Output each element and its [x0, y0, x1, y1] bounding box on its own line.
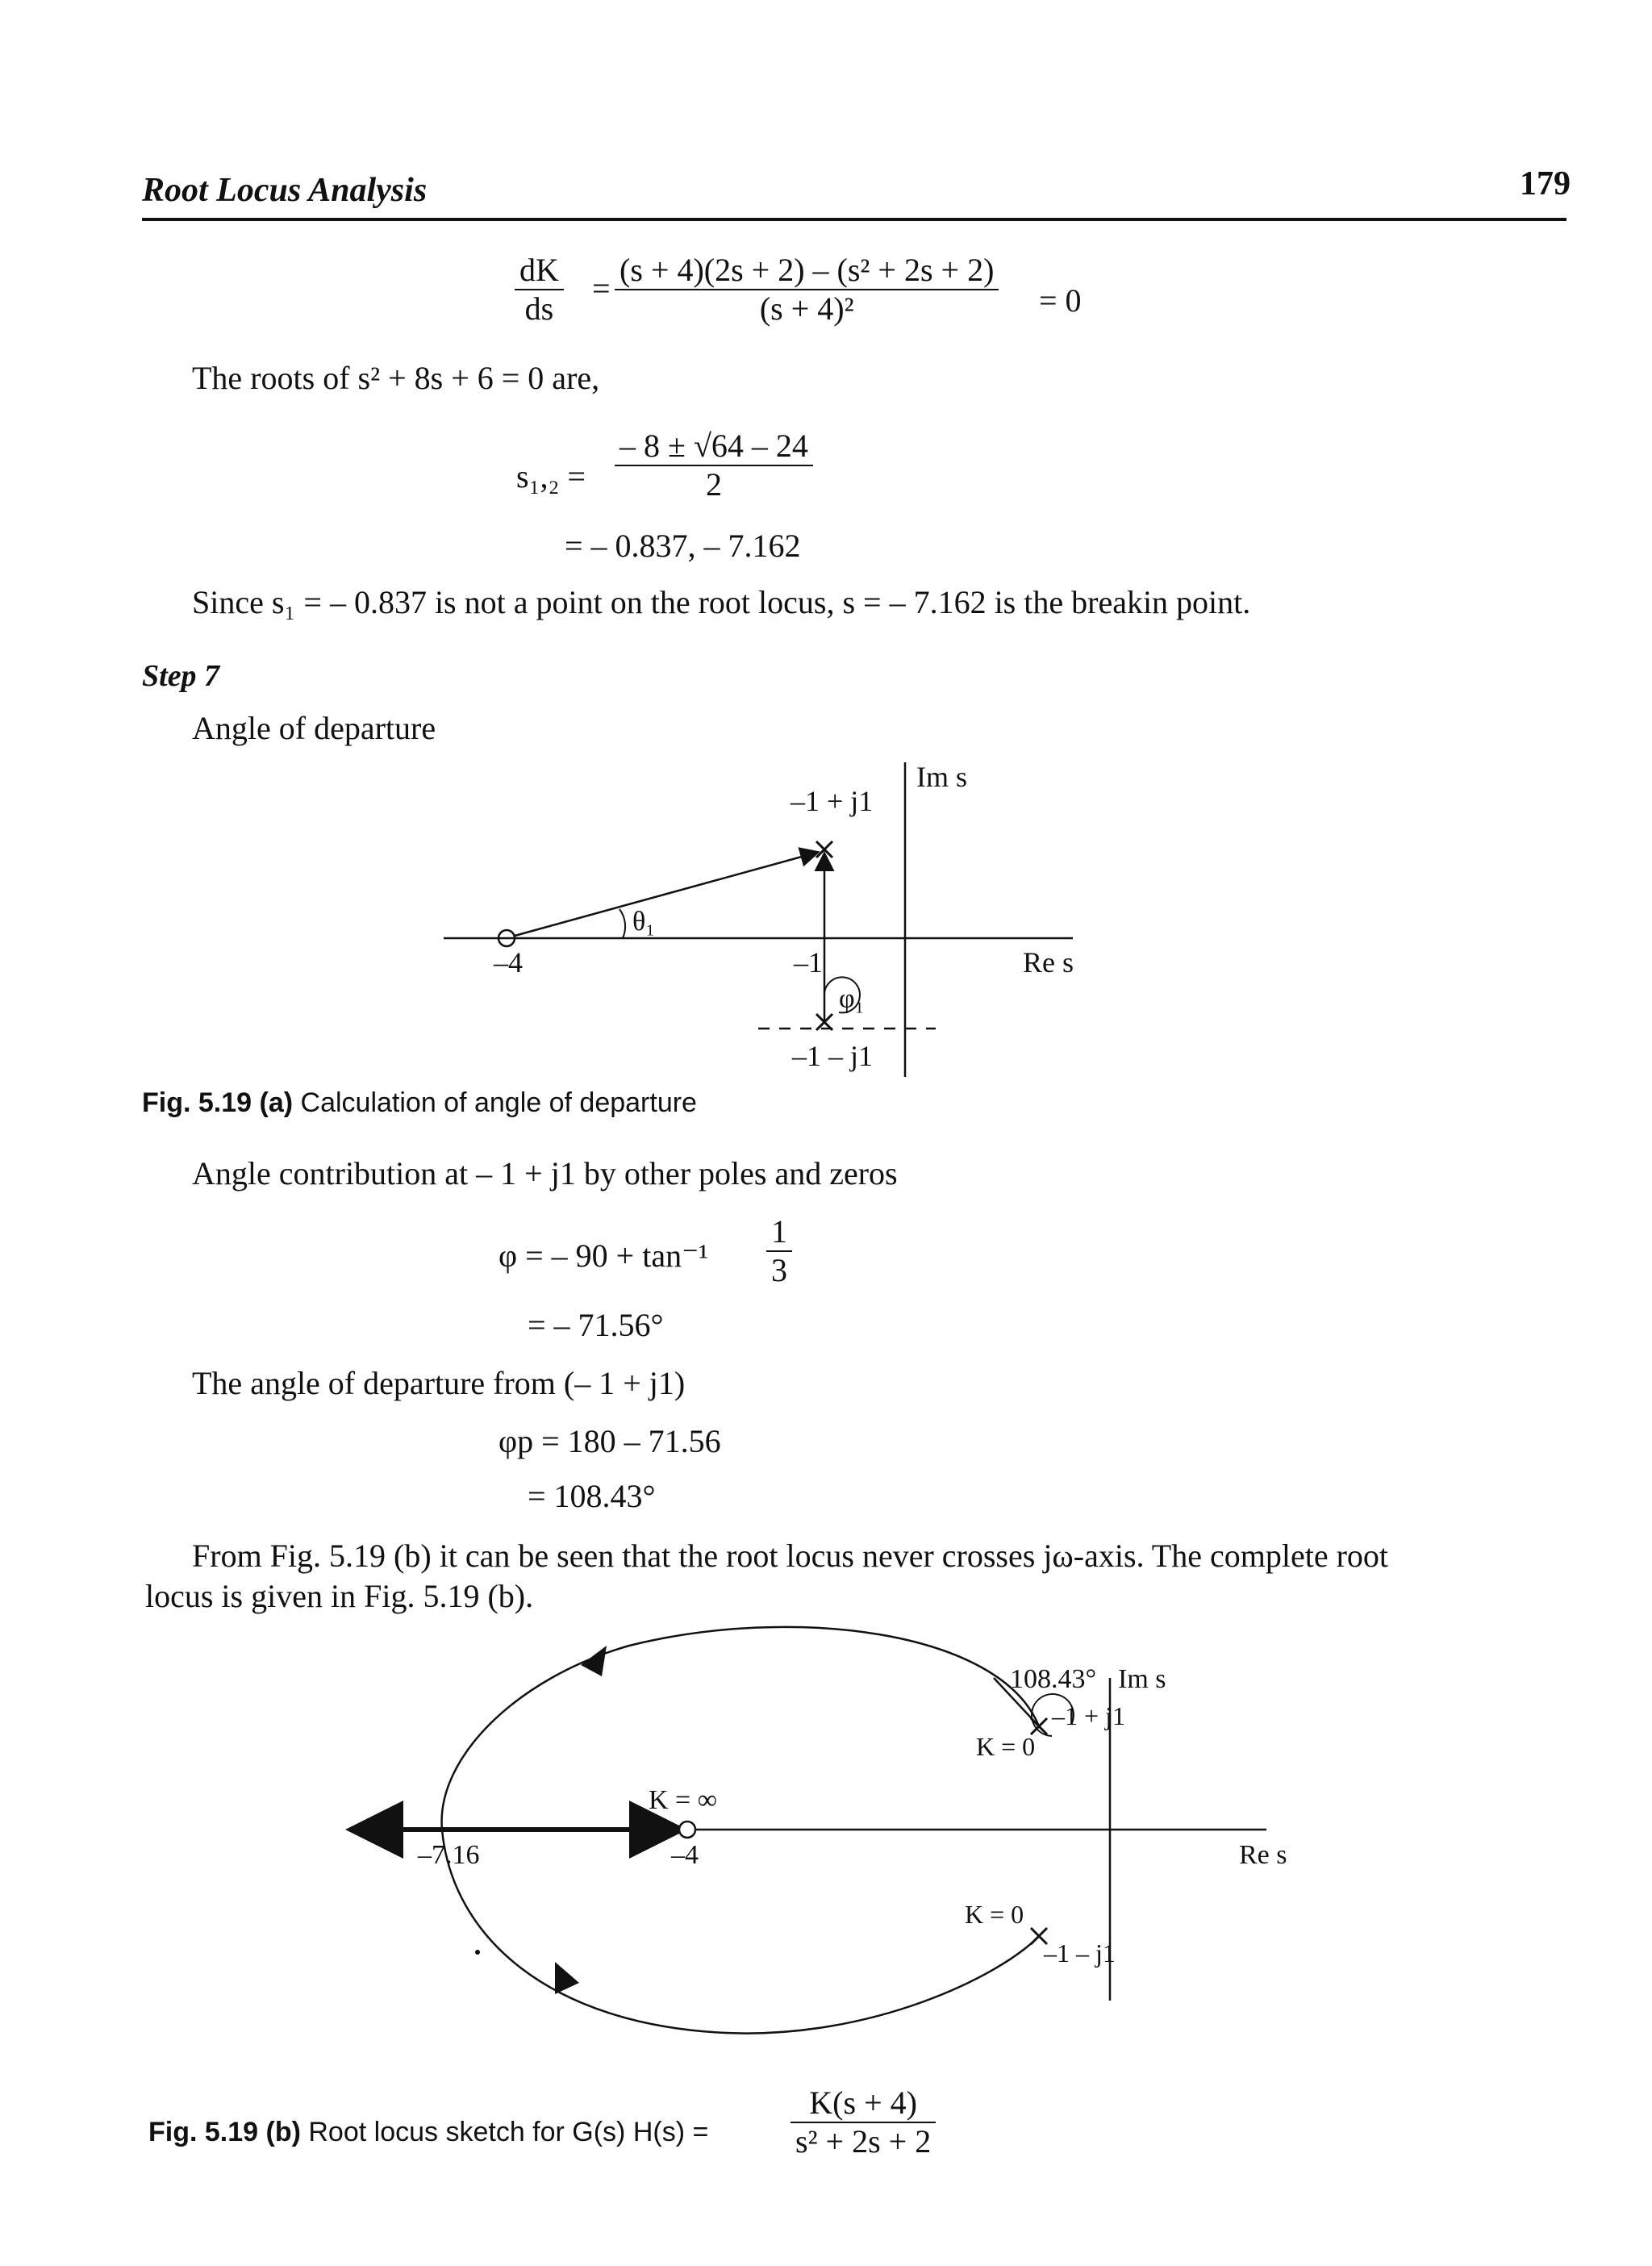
header-rule [142, 218, 1566, 221]
roots-intro-text: The roots of s² + 8s + 6 = 0 are, [192, 360, 600, 396]
fig-b-label-pole-lower: –1 – j1 [1044, 1938, 1116, 1968]
fig-b-label-angle: 108.43° [1010, 1664, 1097, 1694]
breakin-text: Since s₁ = – 0.837 is not a point on the root locus, s = – 7.162 is the breakin point. [192, 584, 1251, 620]
eq-roots-fraction: $\frac{- 8 \pm √64 - 24}{2}$ [615, 428, 813, 503]
eq-phip-line2: = 108.43° [528, 1478, 656, 1514]
step-subheading: Angle of departure [192, 710, 436, 746]
fig-a-label-pole-upper: –1 + j1 [791, 785, 874, 817]
step-heading: Step 7 [142, 659, 220, 693]
eq-dk-result: = 0 [1039, 282, 1082, 319]
page-header-title: Root Locus Analysis [142, 172, 428, 209]
eq-roots-values: = – 0.837, – 7.162 [565, 528, 801, 564]
conclusion-line-1: From Fig. 5.19 (b) it can be seen that the root locus never crosses jω-axis. The complete root [192, 1538, 1389, 1574]
fig-b-label-k-zero-lower: K = 0 [965, 1900, 1024, 1929]
page-number: 179 [1520, 165, 1571, 202]
fig-b-label-re-axis: Re s [1239, 1840, 1287, 1870]
fig-b-label-im-axis: Im s [1118, 1664, 1166, 1694]
eq-phi-fraction: $\frac{1}{3}$ [766, 1213, 792, 1289]
departure-text: The angle of departure from (– 1 + j1) [192, 1365, 686, 1401]
fig-b-lower-arrow [555, 1962, 579, 1994]
fig-a-zero-vector [515, 853, 816, 936]
fig-b-caption-number: Fig. 5.19 (b) [148, 2117, 301, 2147]
fig-b-upper-branch [442, 1627, 1039, 1830]
eq-phi-lhs: φ = – 90 + tan⁻¹ [499, 1237, 709, 1274]
fig-b-dot [475, 1950, 480, 1955]
eq-phi-value: = – 71.56° [528, 1307, 664, 1343]
fig-a-caption-text: Calculation of angle of departure [300, 1087, 697, 1118]
fig-a-label-im-axis: Im s [916, 761, 967, 793]
eq-roots-lhs: s₁,₂ = [516, 458, 586, 495]
fig-b-transfer-function: $\frac{K(s + 4)}{\text{s² + 2s + 2}}$ [791, 2084, 936, 2160]
conclusion-line-2: locus is given in Fig. 5.19 (b). [145, 1578, 534, 1614]
eq-dk-rhs-fraction: $\frac{\text{(s + 4)(2s + 2) – (s² + 2s + 2)}}{\text{(s + 4)²}}$ [615, 252, 999, 328]
fig-b-label-k-inf: K = ∞ [649, 1785, 717, 1815]
fig-b-label-breakin: –7.16 [418, 1840, 480, 1870]
angle-contribution-text: Angle contribution at – 1 + j1 by other poles and zeros [192, 1155, 898, 1191]
fig-b-root-locus [339, 1597, 1339, 2097]
fig-a-label-minus-one: –1 [794, 946, 823, 979]
eq-dk-lhs-fraction: $\frac{dK}{ds}$ [515, 252, 564, 328]
fig-a-label-pole-lower: –1 – j1 [792, 1040, 874, 1072]
fig-a-caption [142, 1087, 697, 1119]
fig-b-zero-marker [679, 1822, 695, 1838]
eq-phip-line1: φp = 180 – 71.56 [499, 1423, 721, 1459]
fig-b-label-pole-upper: –1 + j1 [1052, 1701, 1125, 1730]
fig-b-label-k-zero-upper: K = 0 [976, 1732, 1036, 1761]
fig-a-caption-number: Fig. 5.19 (a) [142, 1087, 294, 1118]
fig-a-label-theta: θ₁ [632, 907, 656, 937]
fig-a-angle-diagram [403, 754, 1129, 1093]
fig-b-lower-branch [442, 1830, 1039, 2034]
fig-a-label-phi: φ₁ [839, 984, 865, 1014]
fig-a-theta-arc [620, 909, 625, 938]
eq-dk-equals: = [592, 270, 611, 307]
fig-b-caption-text: Root locus sketch for G(s) H(s) = [308, 2117, 709, 2147]
fig-b-caption [148, 2117, 708, 2148]
fig-a-label-re-axis: Re s [1023, 946, 1074, 979]
fig-b-label-zero: –4 [671, 1840, 699, 1870]
fig-a-label-zero: –4 [494, 946, 523, 979]
